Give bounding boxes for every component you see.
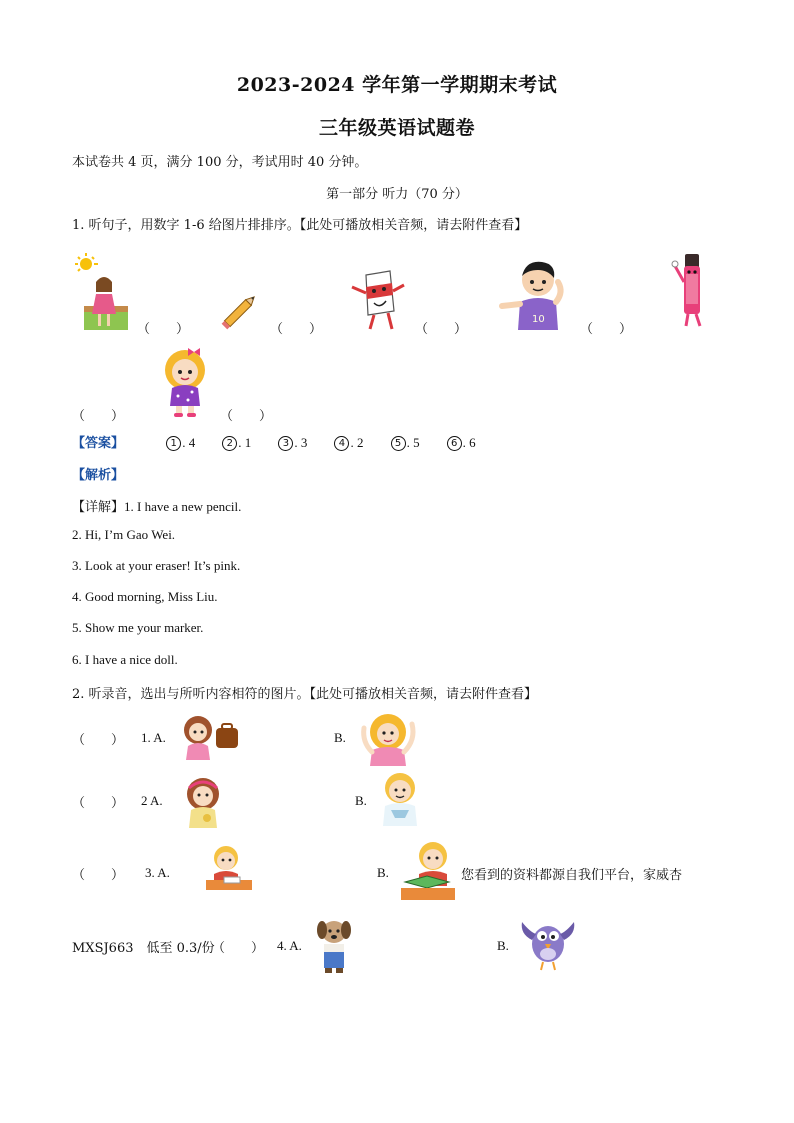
sentence-6: 6. I have a nice doll.	[72, 652, 178, 667]
pencil-picture	[220, 291, 260, 331]
girl-under-sun-picture	[72, 252, 134, 332]
q2-blank-3[interactable]: （ ）	[72, 868, 125, 883]
answer-label: 【答案】	[72, 436, 125, 451]
analysis-label: 【解析】	[72, 468, 125, 483]
q1-prompt: 1. 听句子，用数字 1-6 给图片排排序。【此处可播放相关音频，请去附件查看】	[72, 218, 528, 233]
boy-smiling-picture	[375, 770, 425, 826]
sentence-4: 4. Good morning, Miss Liu.	[72, 589, 218, 604]
watermark-right: 您看到的资料都源自我们平台，家威杏	[461, 868, 683, 883]
marker-picture	[672, 250, 712, 330]
q2-item-1-b: B.	[334, 730, 346, 745]
q1-blank-1[interactable]: （ ）	[137, 322, 190, 337]
girl-with-headband-picture	[177, 774, 229, 828]
boy-reading-picture	[397, 840, 457, 902]
sentence-1: 1. I have a new pencil.	[124, 499, 242, 514]
q2-blank-1[interactable]: （ ）	[72, 733, 125, 748]
answer-item-3: 3 . 3	[278, 435, 307, 451]
sentence-2: 2. Hi, I’m Gao Wei.	[72, 527, 176, 542]
q2-item-3-label: 3. A.	[145, 865, 170, 880]
part-title: 第一部分 听力（70 分）	[326, 187, 468, 202]
answer-item-5: 5 . 5	[391, 435, 420, 451]
answer-item-1: 1 . 4	[166, 435, 195, 451]
q2-item-3-b: B.	[377, 865, 389, 880]
detail-label: 【详解】	[72, 500, 125, 515]
svg-text:10: 10	[532, 314, 545, 325]
q1-blank-5[interactable]: （ ）	[72, 409, 125, 424]
doll-picture	[158, 346, 212, 418]
bird-picture	[518, 916, 578, 972]
q1-answer-row	[72, 432, 498, 451]
q2-prompt: 2. 听录音，选出与所听内容相符的图片。【此处可播放相关音频，请去附件查看】	[72, 687, 538, 702]
q2-item-1-label: 1. A.	[141, 730, 166, 745]
eraser-picture	[348, 265, 406, 335]
q2-item-2-label: 2 A.	[141, 793, 163, 808]
q2-item-4-label: 4. A.	[277, 938, 302, 953]
exam-title: 2023-2024 学年第一学期期末考试	[236, 74, 558, 96]
sentence-3: 3. Look at your eraser! It’s pink.	[72, 558, 241, 573]
q1-blank-6[interactable]: （ ）	[220, 409, 273, 424]
answer-item-6: 6 . 6	[447, 435, 476, 451]
girl-with-bag-picture	[176, 712, 240, 760]
q2-item-4-b: B.	[497, 938, 509, 953]
q1-blank-3[interactable]: （ ）	[415, 322, 468, 337]
boy-writing-picture	[200, 844, 256, 892]
watermark-left: MXSJ663 低至 0.3/份	[72, 941, 215, 956]
exam-subtitle: 三年级英语试题卷	[318, 117, 475, 139]
girl-waving-picture	[356, 710, 422, 766]
q1-blank-4[interactable]: （ ）	[580, 322, 633, 337]
detail-line-1	[72, 496, 241, 515]
q1-blank-2[interactable]: （ ）	[270, 322, 323, 337]
dog-picture	[312, 918, 356, 974]
q2-blank-2[interactable]: （ ）	[72, 796, 125, 811]
answer-item-2: 2 . 1	[222, 435, 251, 451]
answer-item-4: 4 . 2	[334, 435, 363, 451]
q2-blank-4[interactable]: （ ）	[212, 941, 265, 956]
sentence-5: 5. Show me your marker.	[72, 620, 204, 635]
boy-picture	[498, 258, 568, 333]
q2-item-2-b: B.	[355, 793, 367, 808]
exam-intro: 本试卷共 4 页，满分 100 分，考试用时 40 分钟。	[72, 155, 368, 170]
